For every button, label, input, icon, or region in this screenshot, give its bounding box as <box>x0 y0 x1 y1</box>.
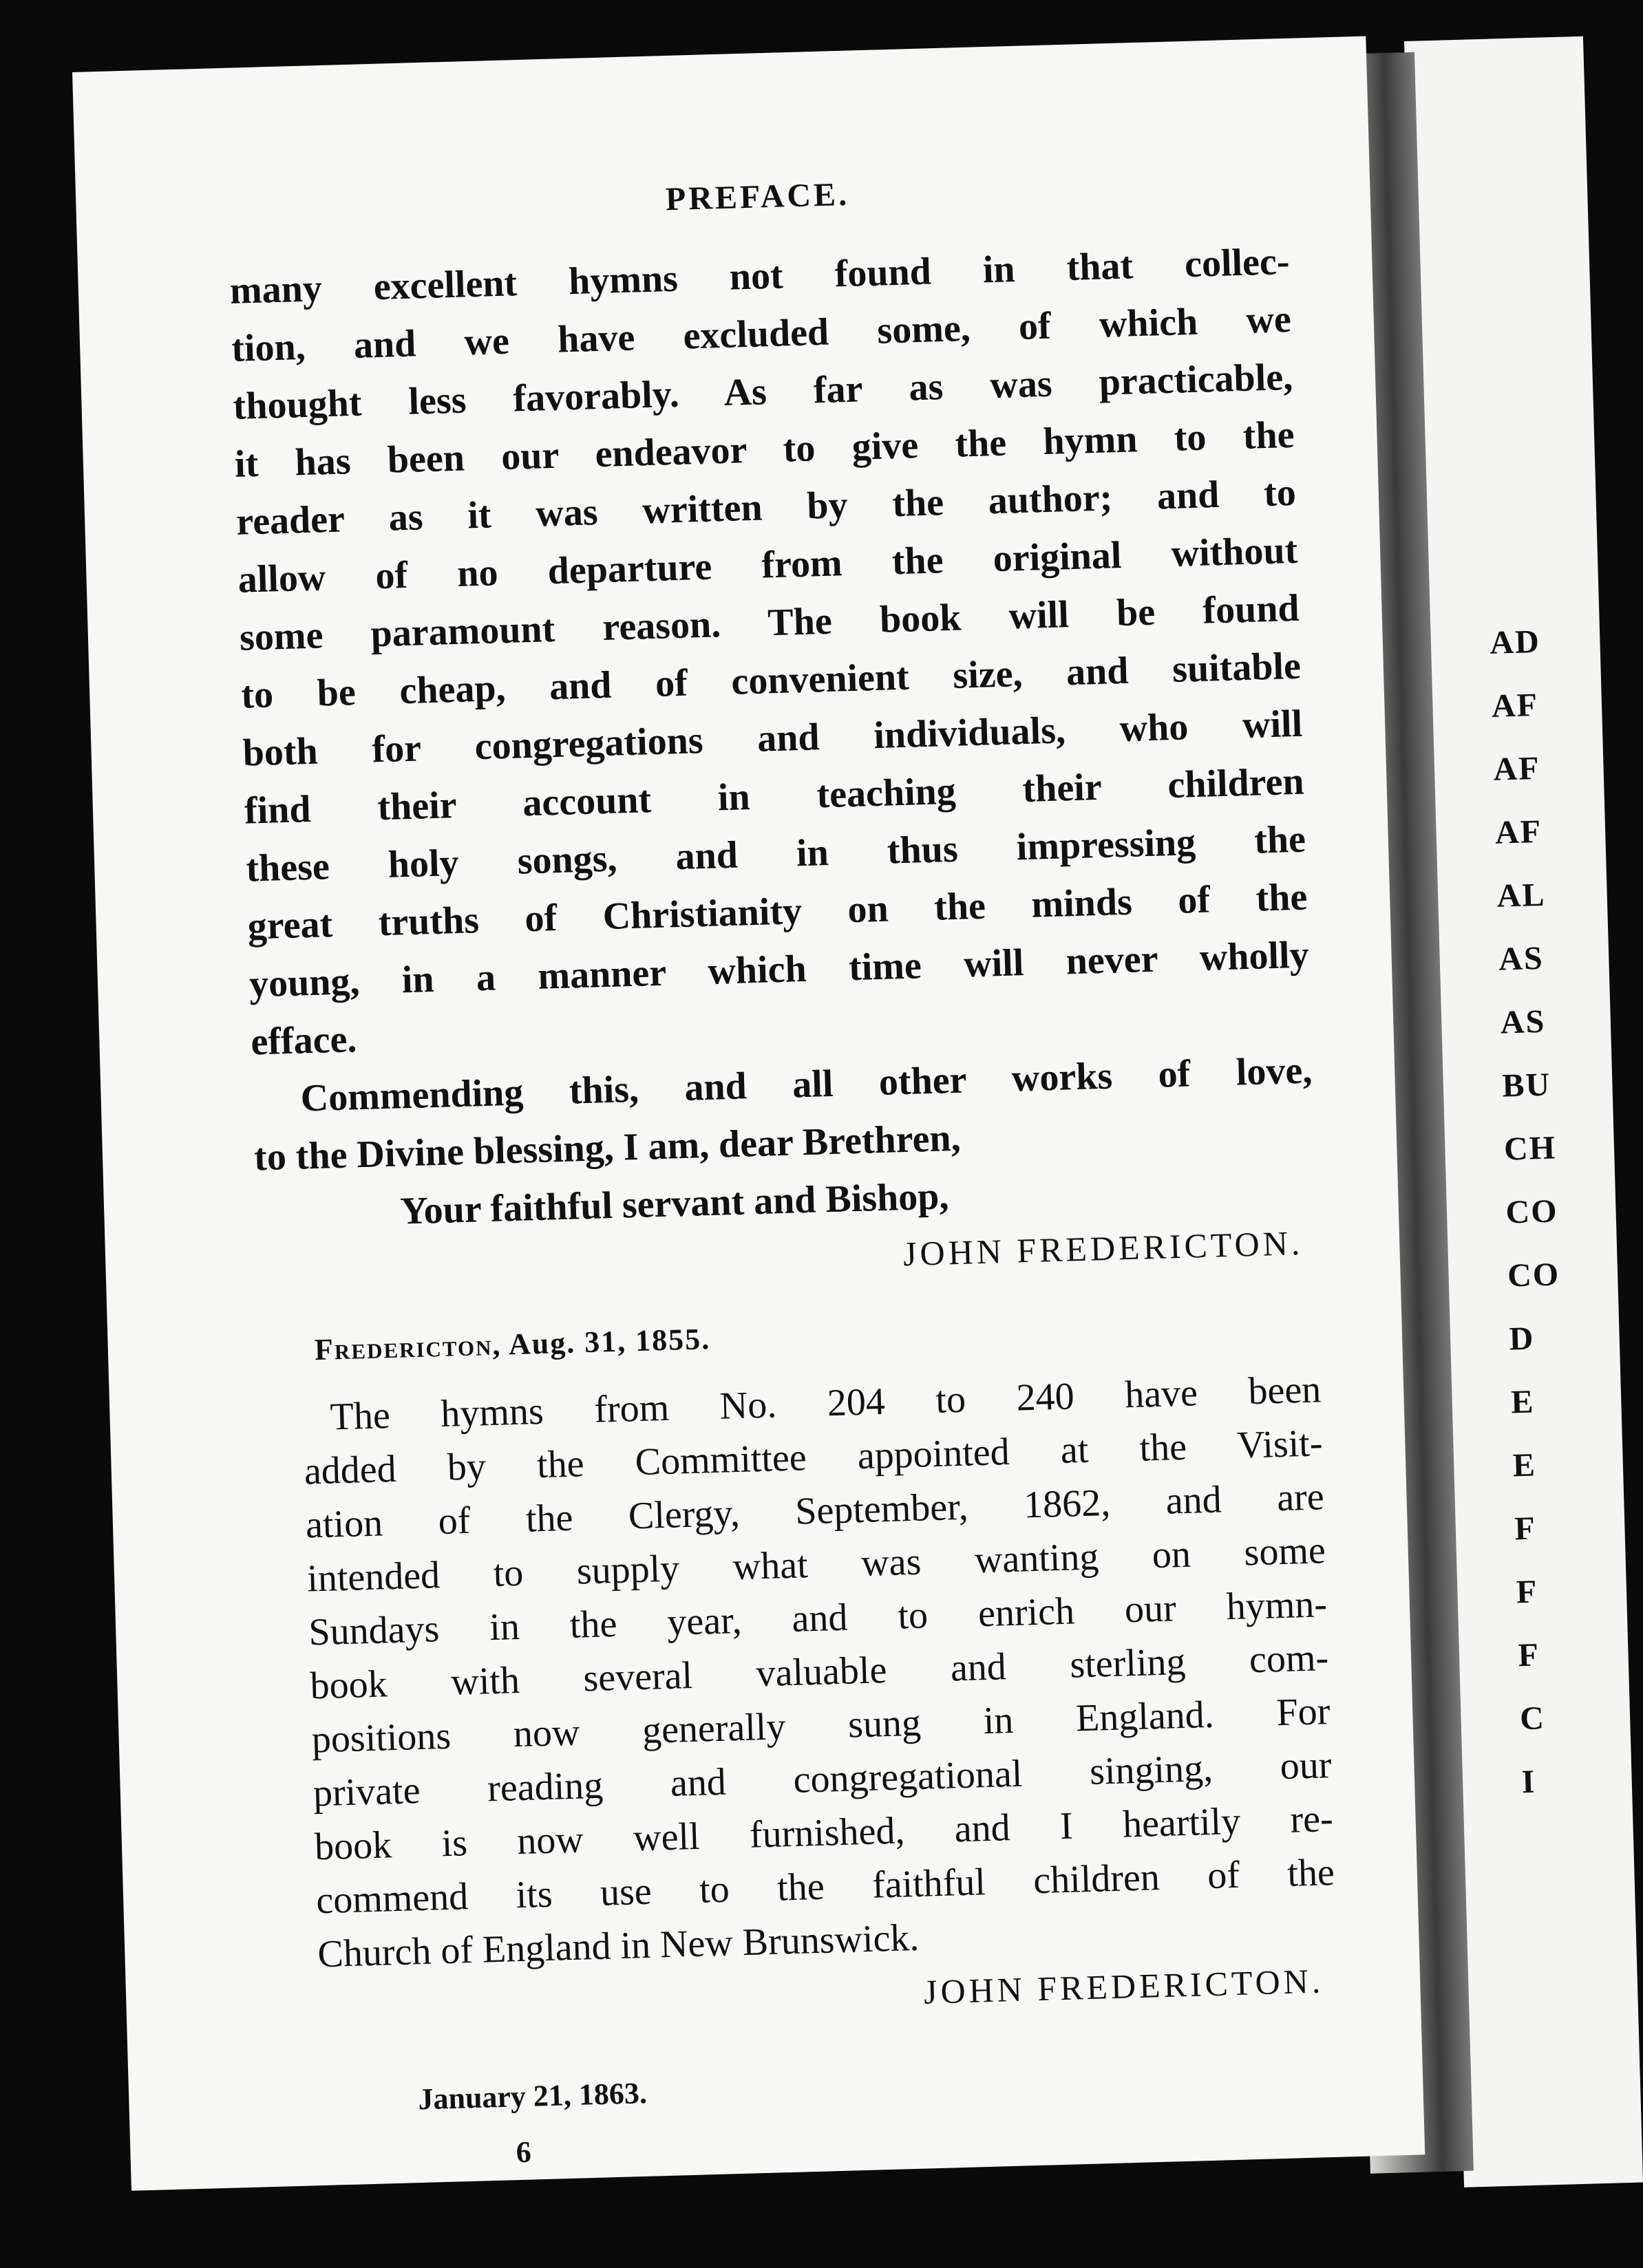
committee-note <box>261 1362 1337 1982</box>
signature: JOHN FREDERICTON. <box>923 1961 1324 2011</box>
dateline-date: Aug. 31, 1855. <box>508 1322 711 1362</box>
body-line: allow of no departure from the original without <box>237 528 1298 601</box>
dateline-place: Fredericton, <box>314 1327 502 1367</box>
note-line: private reading and congregational singing, our <box>312 1744 1333 1815</box>
body-line: find their account in teaching their children <box>244 760 1305 833</box>
note-line: commend its use to the faithful children of the <box>315 1851 1335 1923</box>
note-line: Church of England in New Brunswick. <box>317 1916 920 1976</box>
body-line: these holy songs, and in thus impressing the <box>245 817 1306 890</box>
right-page-fragment: AF <box>1494 813 1543 851</box>
closing <box>252 1042 1316 1245</box>
right-page-fragment: C <box>1519 1700 1546 1737</box>
note-line: book with several valuable and sterling com- <box>309 1636 1329 1708</box>
right-page-fragment: AS <box>1498 939 1545 978</box>
right-page-fragment: D <box>1508 1320 1536 1358</box>
signature: JOHN FREDERICTON. <box>902 1223 1304 1274</box>
closing-line: to the Divine blessing, I am, dear Brethren, <box>253 1116 962 1179</box>
right-page-fragment: BU <box>1501 1066 1551 1104</box>
right-page-fragment: CO <box>1507 1256 1560 1294</box>
note-line: intended to supply what was wanting on some <box>306 1529 1326 1601</box>
body-line: some paramount reason. The book will be found <box>239 586 1300 659</box>
body-line: many excellent hymns not found in that collec- <box>229 239 1291 312</box>
closing-line: Commending this, and all other works of love, <box>299 1049 1313 1120</box>
body-line: to be cheap, and of convenient size, and suitable <box>240 644 1302 717</box>
right-page-fragment: CH <box>1503 1129 1557 1168</box>
right-page-fragment: E <box>1510 1383 1536 1421</box>
body-line: great truths of Christianity on the minds of the <box>246 875 1308 948</box>
body-line: tion, and we have excluded some, of which we <box>231 297 1292 370</box>
right-page-fragment: AD <box>1489 623 1541 661</box>
right-page-fragment: F <box>1514 1510 1537 1548</box>
closing-line: Your faithful servant and Bishop, <box>399 1175 950 1233</box>
note-line: added by the Committee appointed at the Visit- <box>304 1422 1324 1493</box>
right-page-fragment: AF <box>1492 749 1541 788</box>
preface-body <box>229 233 1311 1071</box>
note-line: positions now generally sung in England. For <box>310 1690 1331 1762</box>
body-line: efface. <box>250 1018 358 1064</box>
right-page-fragment: AL <box>1496 876 1547 914</box>
right-page-fragment: AS <box>1500 1003 1546 1041</box>
body-line: it has been our endeavor to give the hymn to the <box>234 413 1295 486</box>
note-line: The hymns from No. 204 to 240 have been <box>329 1368 1322 1439</box>
body-line: thought less favorably. As far as was practicable, <box>232 355 1293 428</box>
page-number: 6 <box>515 2135 532 2170</box>
right-page-fragment: I <box>1520 1763 1537 1801</box>
body-line: reader as it was written by the author; and to <box>235 471 1297 544</box>
right-page-fragment: F <box>1517 1636 1540 1674</box>
right-page-fragment: E <box>1512 1446 1537 1484</box>
right-page-fragment: AF <box>1491 686 1539 725</box>
note-line: book is now well furnished, and I heartily re- <box>314 1797 1334 1869</box>
body-line: both for congregations and individuals, who will <box>242 702 1304 775</box>
right-page-fragment: CO <box>1505 1192 1559 1231</box>
note-date: January 21, 1863. <box>417 2076 648 2117</box>
page-text <box>227 163 1342 2176</box>
note-line: ation of the Clergy, September, 1862, and are <box>305 1475 1325 1547</box>
right-page-fragment: F <box>1516 1573 1539 1611</box>
dateline <box>259 1304 1319 1369</box>
body-line: young, in a manner which time will never wholly <box>248 933 1310 1006</box>
note-line: Sundays in the year, and to enrich our hymn- <box>308 1583 1328 1654</box>
page-heading: PREFACE. <box>665 175 850 218</box>
